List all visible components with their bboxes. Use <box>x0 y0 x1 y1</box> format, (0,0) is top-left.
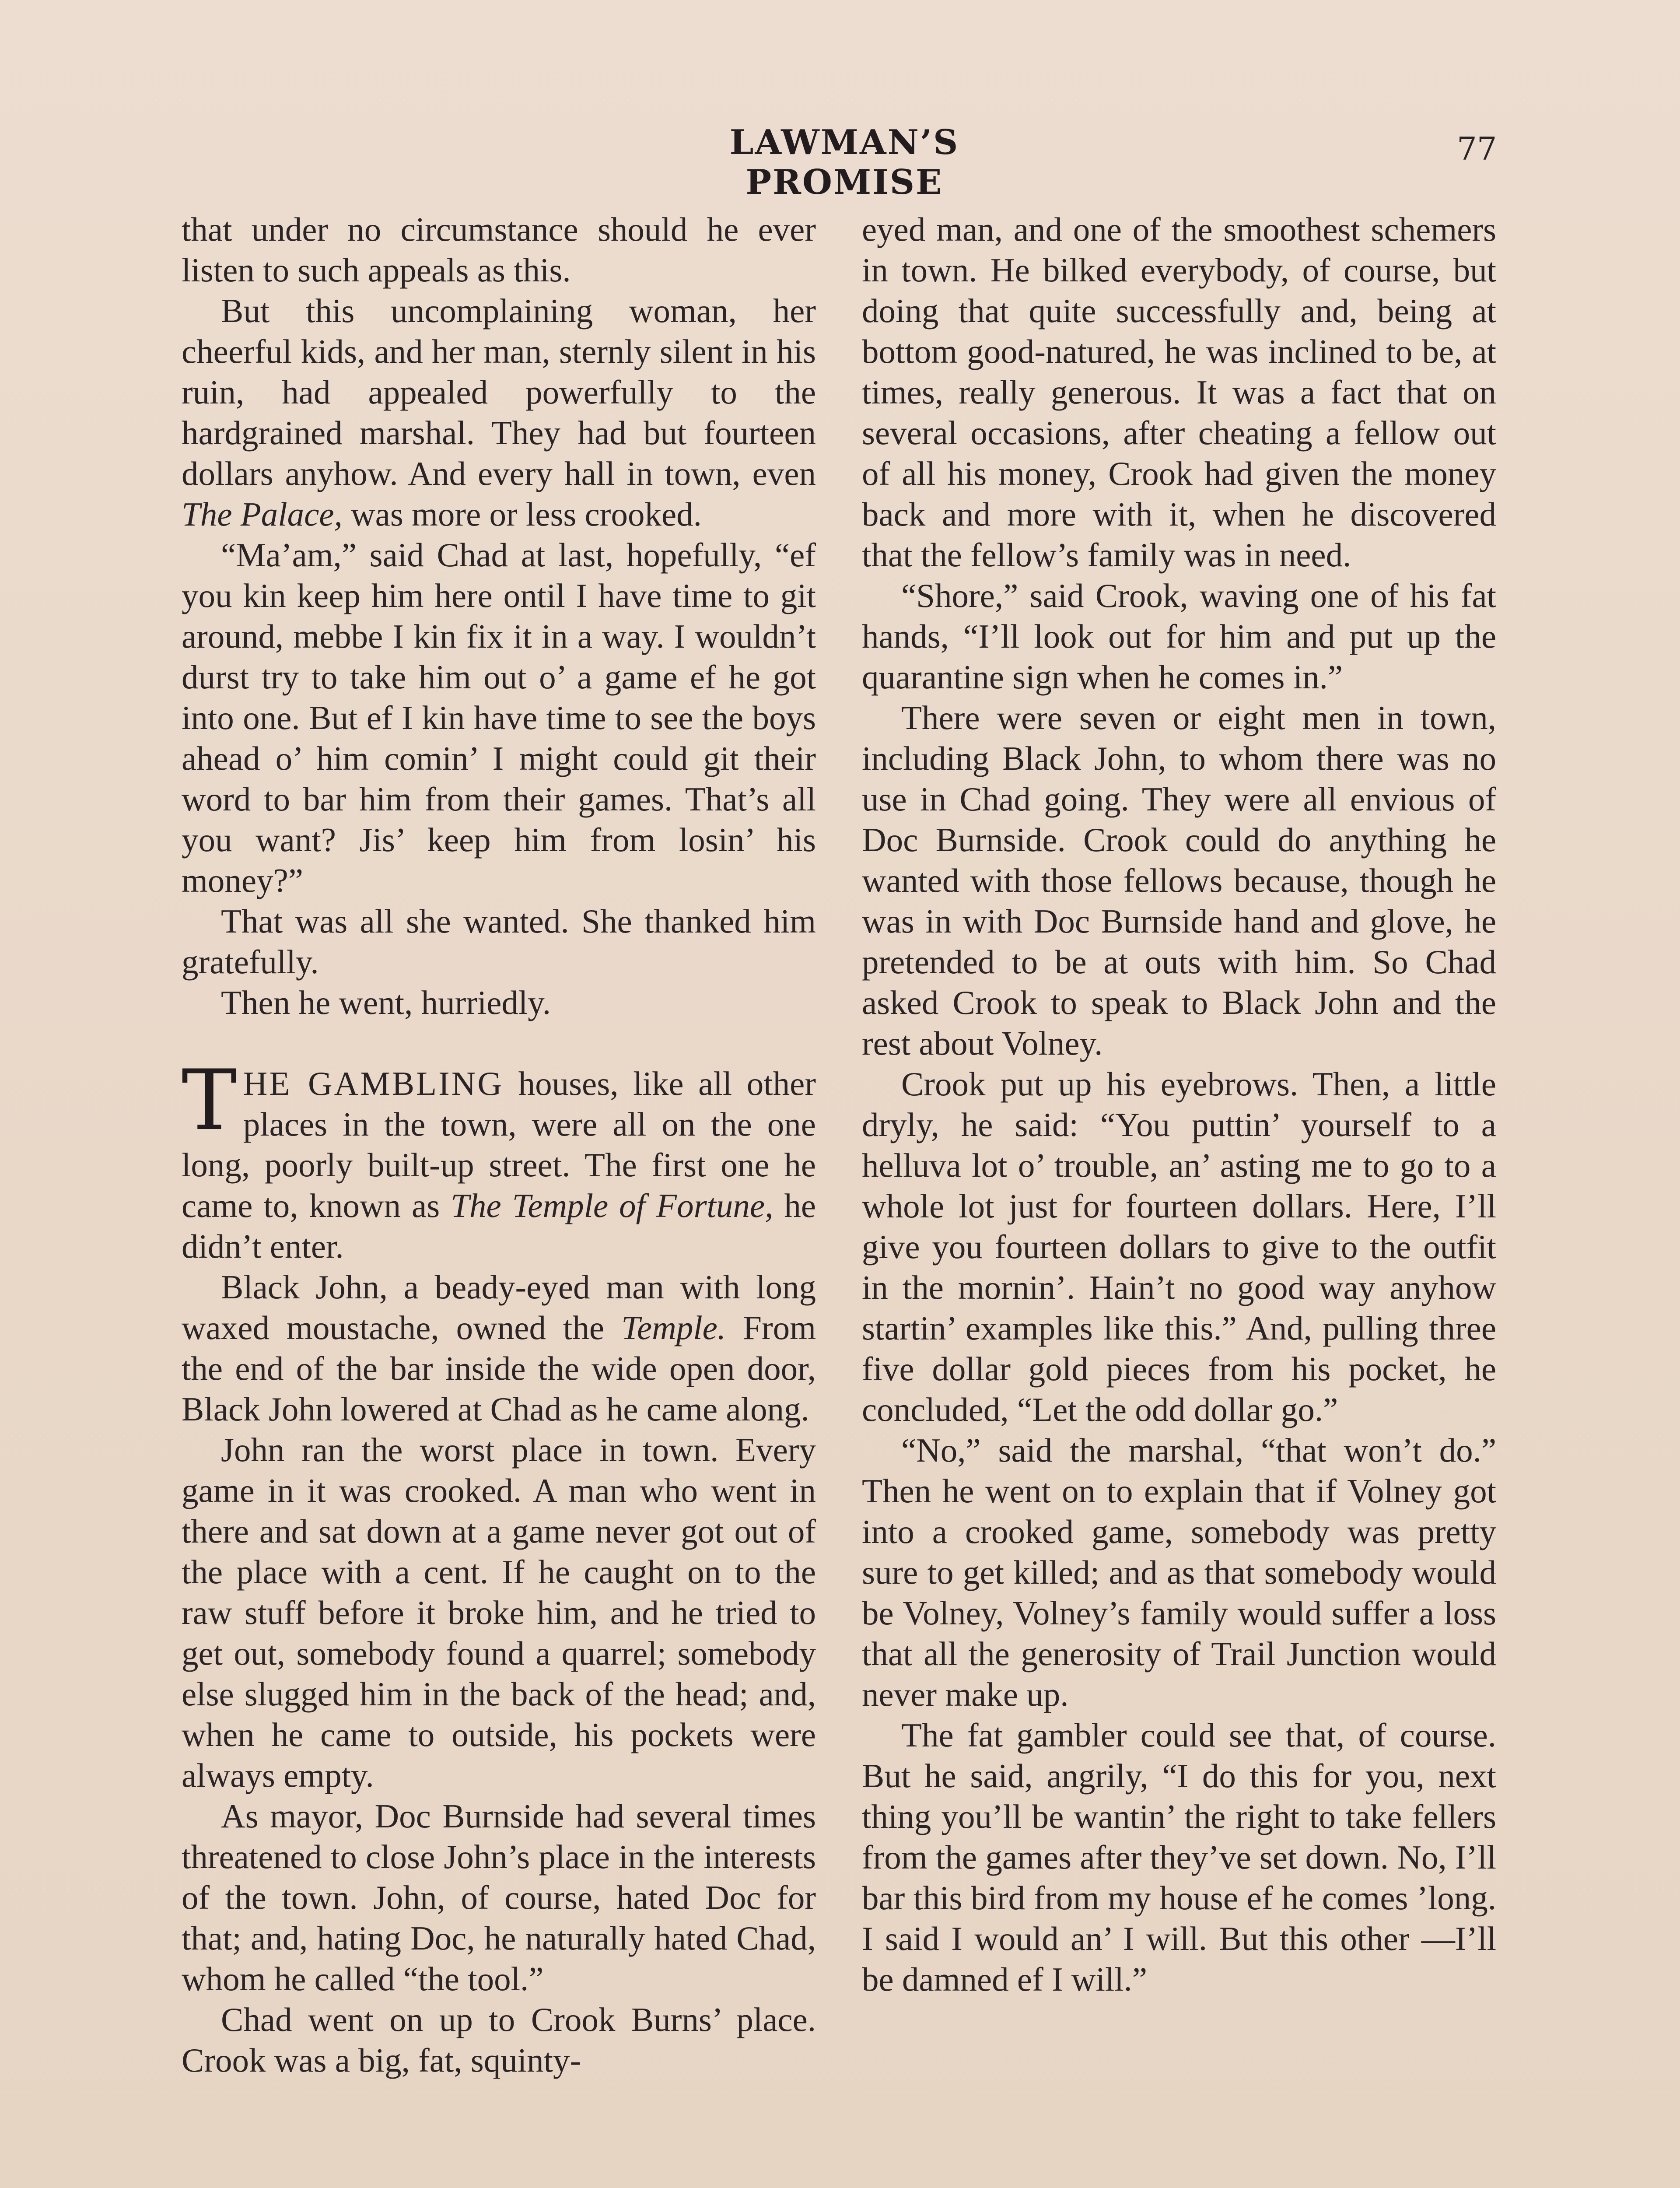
lead-in-caps: HE GAMBLING <box>243 1065 504 1102</box>
paragraph: Then he went, hurriedly. <box>221 984 551 1021</box>
text-run: From the end of the bar inside the wide open door, Black John lowered at Chad as he came along. <box>182 1309 816 1428</box>
left-column <box>182 209 816 2081</box>
page-header <box>0 118 1680 202</box>
page-number: 77 <box>1457 130 1497 167</box>
section-start-paragraph <box>182 1052 816 1267</box>
text-run: he didn’t enter. <box>182 1187 816 1265</box>
paragraph: As mayor, Doc Burnside had several times threatened to close John’s place in the interests of the town. John, of course, hated Doc for that; and, hating Doc, he naturally hated Chad, whom he called “the tool.” <box>182 1797 816 1998</box>
text-run: houses, like all other places in the town, were all on the one long, poorly built-up street. The first one he came to, known as <box>182 1065 816 1224</box>
italic-title: Temple. <box>621 1309 726 1346</box>
drop-cap: T <box>182 1052 237 1149</box>
right-column <box>862 209 1496 2000</box>
paragraph: That was all she wanted. She thanked him gratefully. <box>182 902 816 981</box>
paragraph: Crook put up his eyebrows. Then, a little dryly, he said: “You puttin’ yourself to a helluva lot o’ trouble, an’ asting me to go to a whole lot just for fourteen dollars. Here, I’ll give you fourteen dollars to give to the outfit in the mornin’. Hain’t no good way anyhow startin’ examples like this.” And, pulling three five dollar gold pieces from his pocket, he concluded, “Let the odd dollar go.” <box>862 1065 1496 1428</box>
running-title: LAWMAN’S PROMISE <box>729 123 959 202</box>
paragraph <box>182 291 816 535</box>
paragraph: “Shore,” said Crook, waving one of his fat hands, “I’ll look out for him and put up the quarantine sign when he comes in.” <box>862 577 1496 696</box>
paragraph: eyed man, and one of the smoothest schemers in town. He bilked everybody, of course, but doing that quite successfully and, being at bottom good-natured, he was inclined to be, at times, really generous. It was a fact that on several occasions, after cheating a fellow out of all his money, Crook had given the money back and more with it, when he discovered that the fellow’s family was in need. <box>862 210 1496 574</box>
text-run: was more or less crooked. <box>342 495 702 533</box>
paragraph: Chad went on up to Crook Burns’ place. Crook was a big, fat, squinty- <box>182 2001 816 2079</box>
paragraph: John ran the worst place in town. Every game in it was crooked. A man who went in there and sat down at a game never got out of the place with a cent. If he caught on to the raw stuff before it broke him, and he tried to get out, somebody found a quarrel; somebody else slugged him in the back of the head; and, when he came to outside, his pockets were always empty. <box>182 1431 816 1794</box>
italic-title: The Temple of Fortune, <box>451 1187 774 1224</box>
text-run: Black John, a beady-eyed man with long waxed moustache, owned the <box>182 1268 816 1346</box>
paragraph: “Ma’am,” said Chad at last, hopefully, “ef you kin keep him here ontil I have time to git around, mebbe I kin fix it in a way. I wouldn’t durst try to take him out o’ a game ef he got into one. But ef I kin have time to see the boys ahead o’ him comin’ I might could git their word to bar him from their games. That’s all you want? Jis’ keep him from losin’ his money?” <box>182 536 816 899</box>
paragraph: There were seven or eight men in town, including Black John, to whom there was no use in Chad going. They were all envious of Doc Burnside. Crook could do anything he wanted with those fellows because, though he was in with Doc Burnside hand and glove, he pretended to be at outs with him. So Chad asked Crook to speak to Black John and the rest about Volney. <box>862 699 1496 1062</box>
italic-title: The Palace, <box>182 495 343 533</box>
paragraph: that under no circumstance should he ever listen to such appeals as this. <box>182 210 816 289</box>
paragraph: The fat gambler could see that, of course. But he said, angrily, “I do this for you, next thing you’ll be wantin’ the right to take fellers from the games after they’ve set down. No, I’ll bar this bird from my house ef he comes ’long. I said I would an’ I will. But this other —I’ll be damned ef I will.” <box>862 1716 1496 1998</box>
paragraph: “No,” said the marshal, “that won’t do.” Then he went on to explain that if Volney got into a crooked game, somebody was pretty sure to get killed; and as that somebody would be Volney, Volney’s family would suffer a loss that all the generosity of Trail Junction would never make up. <box>862 1431 1496 1713</box>
text-run: But this uncomplaining woman, her cheerful kids, and her man, sternly silent in his ruin, had appealed powerfully to the hardgrained marshal. They had but fourteen dollars anyhow. And every hall in town, even <box>182 292 816 492</box>
paragraph <box>182 1267 816 1430</box>
